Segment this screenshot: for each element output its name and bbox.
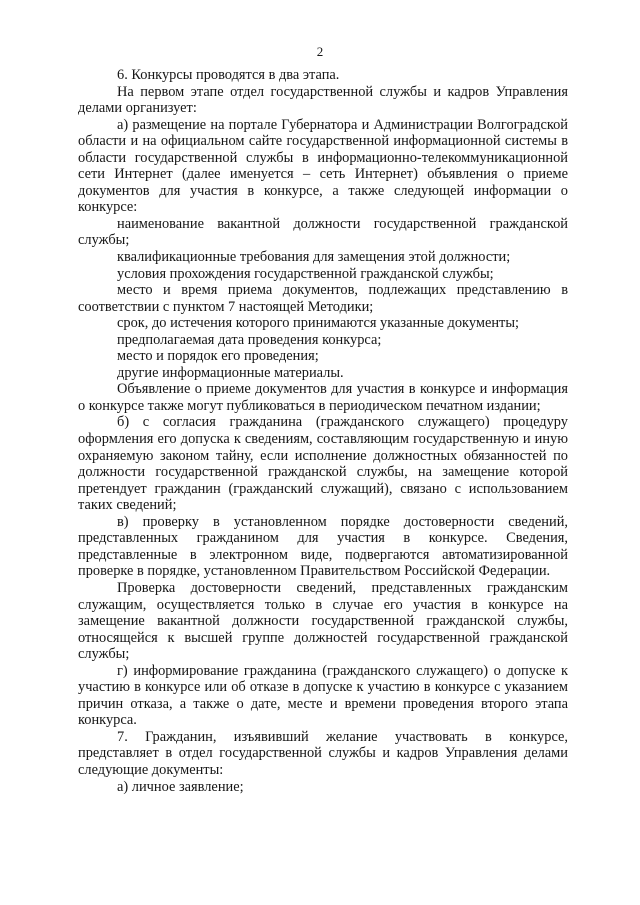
list-item-procedure: место и порядок его проведения; [117,348,319,365]
list-item-other-materials: другие информационные материалы. [117,364,344,381]
paragraph-6: 6. Конкурсы проводятся в два этапа. [117,67,340,83]
paragraph-announcement: Объявление о приеме документов для участия в конкурсе и информация о конкурсе также могут публиковаться в периодическом печатном издании; [78,381,568,414]
paragraph-7: 7. Гражданин, изъявивший желание участвовать в конкурсе, представляет в отдел государственной службы и кадров Управления делами следующие документы: [78,728,568,778]
document-body [78,67,568,795]
list-item-position-name: наименование вакантной должности государственной гражданской службы; [78,215,568,249]
page-number: 2 [316,44,324,59]
paragraph-first-stage: На первом этапе отдел государственной службы и кадров Управления делами организует: [78,83,568,117]
paragraph-item-a: а) размещение на портале Губернатора и Администрации Волгоградской области и на официальном сайте государственной информационной системы в области государственной службы в информационно-телекоммуникационной сети Интернет (далее именуется – сеть Интернет) объявления о приеме документов для участия в конкурсе, а также следующей информации о конкурсе: [78,116,568,216]
paragraph-item-b: б) с согласия гражданина (гражданского служащего) процедуру оформления его допуска к сведениям, составляющим государственную и иную охраняемую законом тайну, если исполнение должностных обязанностей по должности государственной гражданской службы, на замещение которой претендует гражданин (гражданский служащий), связано с использованием таких сведений; [78,414,568,514]
paragraph-item-g: г) информирование гражданина (гражданского служащего) о допуске к участию в конкурсе или об отказе в допуске к участию в конкурсе с указанием причин отказа, а также о дате, месте и времени проведения второго этапа конкурса. [78,662,568,729]
list-item-conditions: условия прохождения государственной гражданской службы; [117,265,494,282]
list-item-personal-statement: а) личное заявление; [117,778,244,795]
paragraph-item-v: в) проверку в установленном порядке достоверности сведений, представленных гражданином для участия в конкурсе. Сведения, представленные в электронном виде, подвергаются автоматизированной проверке в порядке, установленном Правительством Российской Федерации. [78,513,568,580]
list-item-qualification: квалификационные требования для замещения этой должности; [117,249,511,266]
paragraph-verification: Проверка достоверности сведений, представленных гражданским служащим, осуществляется только в случае его участия в конкурсе на замещение вакантной должности государственной гражданской службы, относящейся к высшей группе должностей государственной гражданской службы; [78,579,568,663]
list-item-place-time: место и время приема документов, подлежащих представлению в соответствии с пунктом 7 настоящей Методики; [78,282,568,315]
list-item-expected-date: предполагаемая дата проведения конкурса; [117,331,382,348]
list-item-deadline: срок, до истечения которого принимаются указанные документы; [117,315,519,332]
